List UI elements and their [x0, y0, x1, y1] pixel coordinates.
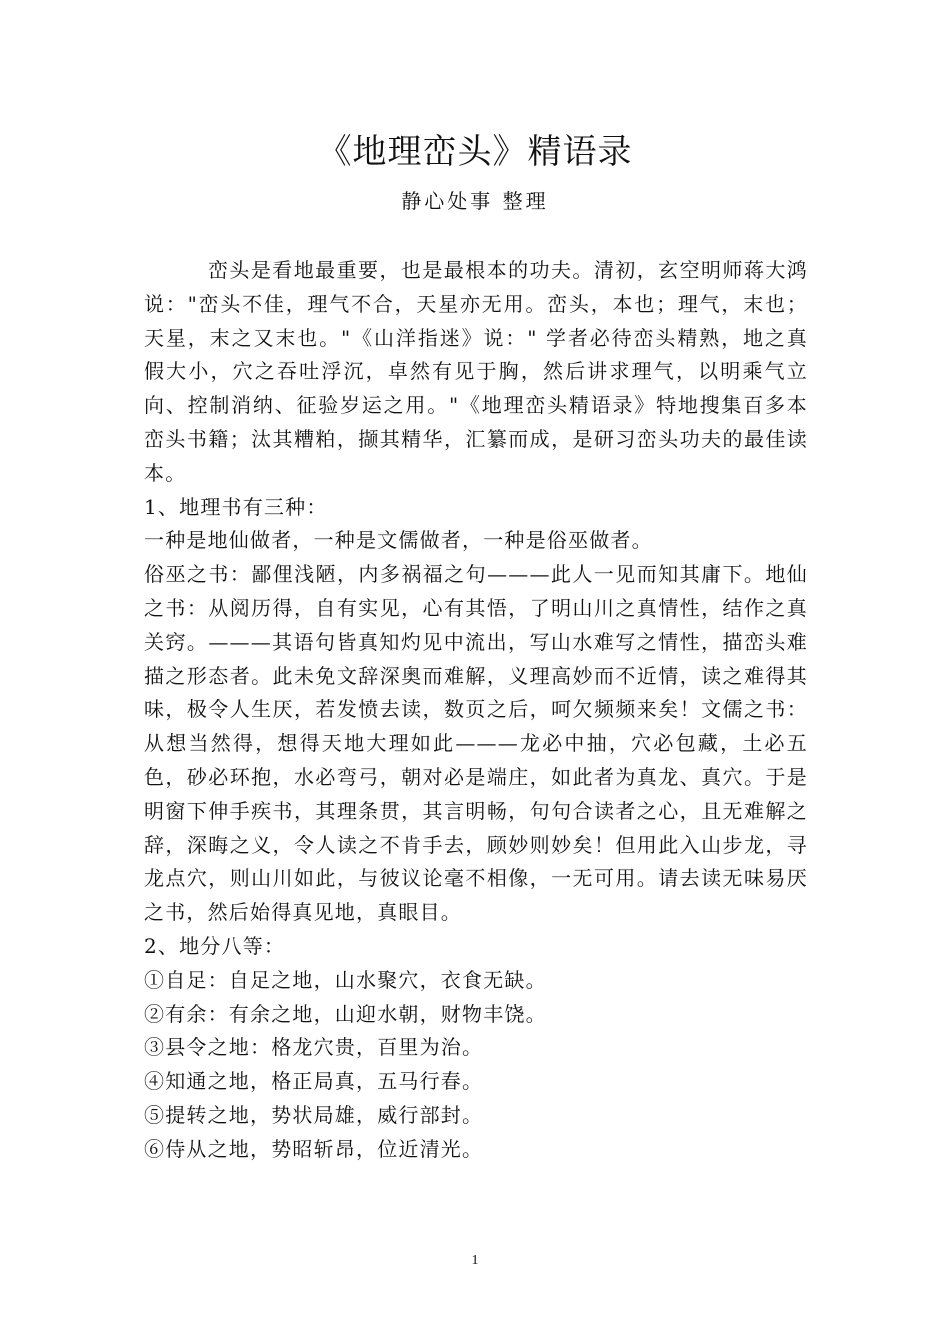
section-2-list-item: ④知通之地，格正局真，五马行春。: [144, 1069, 484, 1094]
section-1-heading: 1、地理书有三种：: [144, 494, 328, 519]
document-body: [144, 254, 808, 1167]
document-byline: 静心处事 整理: [401, 189, 549, 213]
intro-paragraph: 峦头是看地最重要，也是最根本的功夫。清初，玄空明师蒋大鸿说："峦头不佳，理气不合，天星亦无用。峦头，本也；理气，末也；天星，末之又末也。"《山洋指迷》说：" 学者必待峦头精熟，地之真假大小，穴之吞吐浮沉，卓然有见于胸，然后讲求理气，以明乘气立向、控制消纳、征验岁运之用。"《地理峦头精语录》特地搜集百多本峦头书籍；汰其糟粕，撷其精华，汇纂而成，是研习峦头功夫的最佳读本。: [144, 258, 808, 485]
section-2-list-item: ③县令之地：格龙穴贵，百里为治。: [144, 1035, 484, 1060]
section-1-paragraph-2: 俗巫之书：鄙俚浅陋，内多祸福之句———此人一见而知其庸下。地仙之书：从阅历得，自有实见，心有其悟，了明山川之真情性，结作之真关窍。———其语句皆真知灼见中流出，写山水难写之情性，描峦头难描之形态者。此未免文辞深奥而难解，义理高妙而不近情，读之难得其味，极令人生厌，若发愤去读，数页之后，呵欠频频来矣！文儒之书：从想当然得，想得天地大理如此———龙必中抽，穴必包藏，土必五色，砂必环抱，水必弯弓，朝对必是端庄，如此者为真龙、真穴。于是明窗下伸手疾书，其理条贯，其言明畅，句句合读者之心，且无难解之辞，深晦之义，令人读之不肯手去，顾妙则妙矣！但用此入山步龙，寻龙点穴，则山川如此，与彼议论毫不相像，一无可用。请去读无味易厌之书，然后始得真见地，真眼目。: [144, 562, 808, 925]
section-2-list-item: ①自足：自足之地，山水聚穴，衣食无缺。: [144, 967, 547, 992]
section-2-list-item: ⑥侍从之地，势昭斩昂，位近清光。: [144, 1136, 484, 1161]
document-title: 《地理峦头》精语录: [317, 132, 633, 172]
section-2-heading: 2、地分八等：: [144, 933, 286, 958]
page-number: 1: [471, 1253, 479, 1268]
section-2-list-item: ②有余：有余之地，山迎水朝，财物丰饶。: [144, 1001, 547, 1026]
section-2-list-item: ⑤提转之地，势状局雄，威行部封。: [144, 1102, 484, 1127]
section-1-paragraph-1: 一种是地仙做者，一种是文儒做者，一种是俗巫做者。: [144, 528, 653, 553]
